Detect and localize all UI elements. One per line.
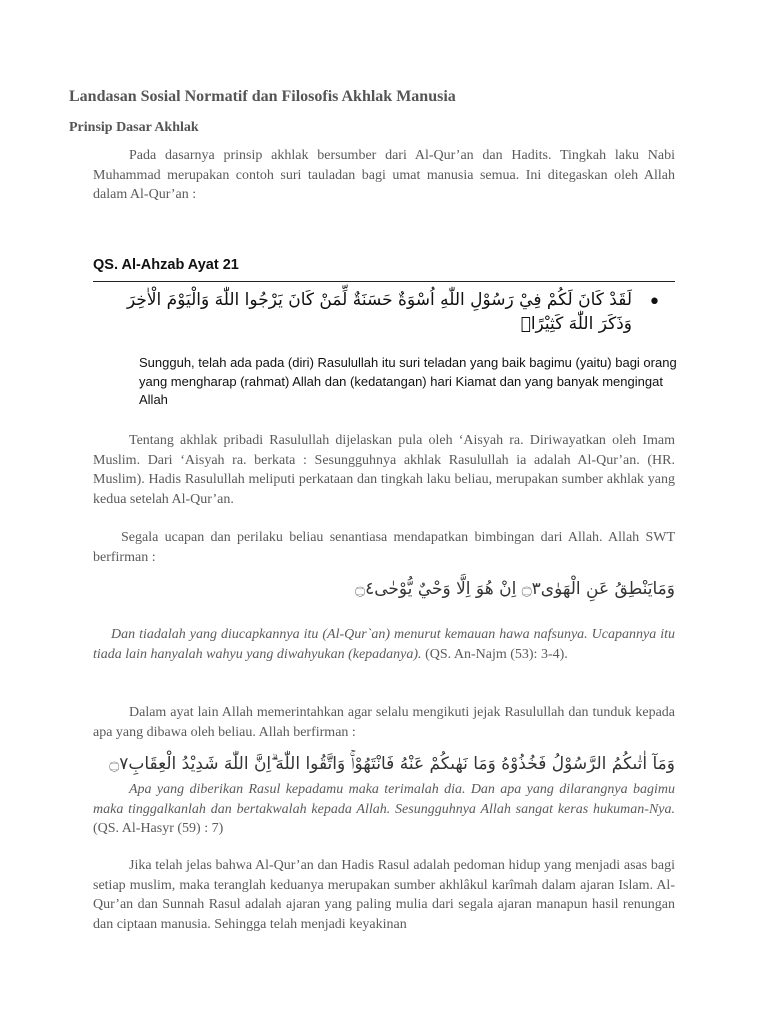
paragraph-perintah-text: Dalam ayat lain Allah memerintahkan agar selalu mengikuti jejak Rasulullah dan tunduk kepada apa yang dibawa oleh beliau. Allah berfirman : (93, 705, 675, 740)
translation-hasyr-text: Apa yang diberikan Rasul kepadamu maka terimalah dia. Dan apa yang dilarangnya bagimu maka tinggalkanlah dan bertakwalah kepada Allah. Sesungguhnya Allah sangat keras hukuman-Nya. (93, 782, 675, 817)
arabic-verse-hasyr: وَمَآ اٰتٰىكُمُ الرَّسُوْلُ فَخُذُوْهُ وَمَا نَهٰىكُمْ عَنْهُ فَانْتَهُوْاۚ وَاتَّقُوا اللّٰهَ ۗاِنَّ اللّٰهَ شَدِيْدُ الْعِقَابِ۝٧ (109, 754, 675, 774)
arabic-verse-najm: وَمَايَنْطِقُ عَنِ الْهَوٰى۝٣ اِنْ هُوَ اِلَّا وَحْيٌ يُّوْحٰى۝٤ (355, 579, 675, 599)
bullet-marker: • (648, 290, 661, 315)
reference-najm: (QS. An-Najm (53): 3-4). (421, 646, 568, 662)
heading-divider (93, 281, 675, 282)
paragraph-aisyah-text: Tentang akhlak pribadi Rasulullah dijelaskan pula oleh ‘Aisyah ra. Diriwayatkan oleh Imam Muslim. Dari ‘Aisyah ra. berkata : Sesungguhnya akhlak Rasulullah ia adalah Al-Qur’an. (HR. Muslim). Hadis Rasulullah meliputi perkataan dan tingkah laku beliau, merupakan sumber akhlak yang kedua setelah Al-Qur’an. (93, 433, 675, 507)
paragraph-perintah (93, 703, 675, 742)
document-title: Landasan Sosial Normatif dan Filosofis Akhlak Manusia (69, 88, 456, 105)
translation-najm-text: Dan tiadalah yang diucapkannya itu (Al-Qur`an) menurut kemauan hawa nafsunya. Ucapannya itu tiada lain hanyalah wahyu yang diwahyukan (kepadanya). (93, 627, 675, 662)
translation-ahzab: Sungguh, telah ada pada (diri) Rasulullah itu suri teladan yang baik bagimu (yaitu) bagi orang yang mengharap (rahmat) Allah dan (kedatangan) hari Kiamat dan yang banyak mengingat Allah (139, 355, 677, 407)
reference-hasyr: (QS. Al-Hasyr (59) : 7) (93, 821, 224, 836)
section-subtitle: Prinsip Dasar Akhlak (69, 120, 199, 135)
paragraph-aisyah (93, 431, 675, 509)
qs-heading: QS. Al-Ahzab Ayat 21 (93, 257, 239, 273)
paragraph-bimbingan-text: Segala ucapan dan perilaku beliau senantiasa mendapatkan bimbingan dari Allah. Allah SWT berfirman : (93, 530, 675, 565)
paragraph-intro-text: Pada dasarnya prinsip akhlak bersumber dari Al-Qur’an dan Hadits. Tingkah laku Nabi Muhammad merupakan contoh suri tauladan bagi umat manusia semua. Ini ditegaskan oleh Allah dalam Al-Qur’an : (93, 148, 675, 202)
translation-najm (93, 625, 675, 664)
paragraph-kesimpulan (93, 856, 675, 934)
paragraph-kesimpulan-text: Jika telah jelas bahwa Al-Qur’an dan Hadis Rasul adalah pedoman hidup yang menjadi asas bagi setiap muslim, maka teranglah keduanya merupakan sumber akhlâkul karîmah dalam ajaran Islam. Al-Qur’an dan Sunnah Rasul adalah ajaran yang paling mulia dari segala ajaran manapun hasil renungan dan ciptaan manusia. Sehingga telah menjadi keyakinan (93, 858, 675, 932)
translation-hasyr (93, 780, 675, 839)
paragraph-bimbingan (93, 528, 675, 567)
paragraph-intro (93, 146, 675, 205)
arabic-verse-ahzab: لَقَدْ كَانَ لَكُمْ فِيْ رَسُوْلِ اللّٰهِ اُسْوَةٌ حَسَنَةٌ لِّمَنْ كَانَ يَرْجُوا اللّٰهَ وَالْيَوْمَ الْاٰخِرَ وَذَكَرَ اللّٰهَ كَثِيْرًاۗ (126, 290, 632, 334)
